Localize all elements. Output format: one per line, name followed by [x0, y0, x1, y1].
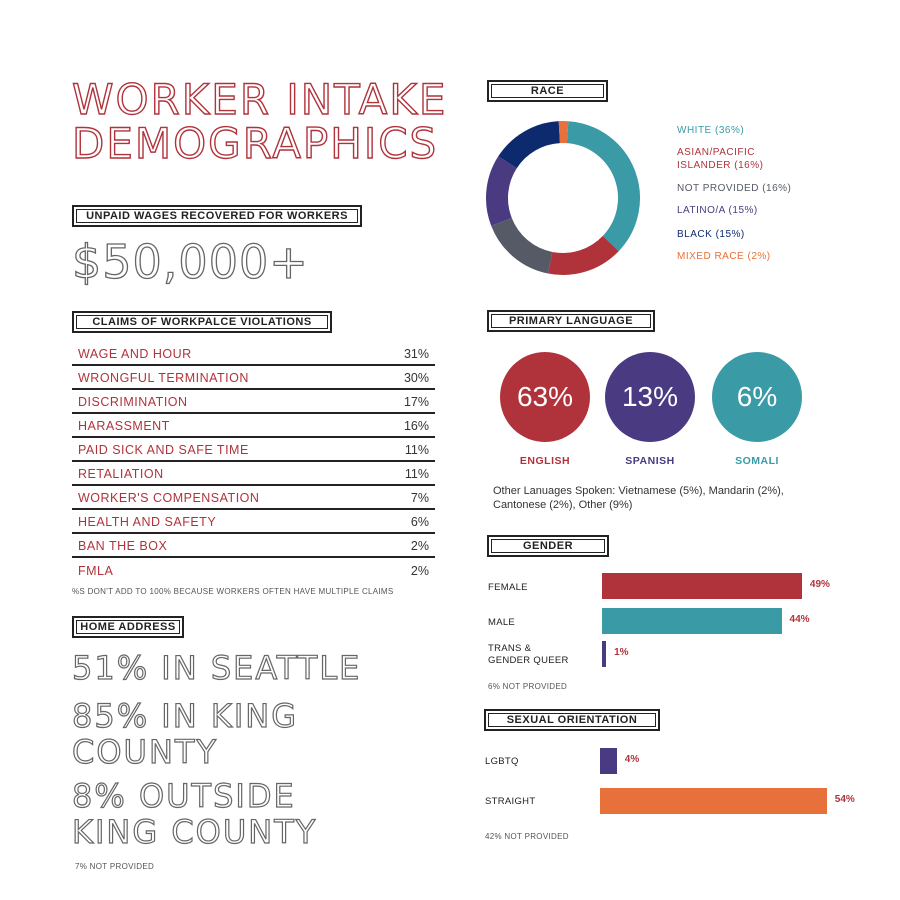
claims-row-name: BAN THE BOX — [78, 539, 168, 553]
other-languages-line-2: Cantonese (2%), Other (9%) — [493, 499, 633, 511]
claims-label: CLAIMS OF WORKPALCE VIOLATIONS — [72, 311, 332, 333]
claims-row-pct: 2% — [410, 564, 429, 578]
claims-row-name: DISCRIMINATION — [78, 395, 188, 409]
claims-row-name: HEALTH AND SAFETY — [78, 515, 217, 529]
claims-row-name: FMLA — [78, 564, 114, 578]
race-legend-text: ASIAN/PACIFIC — [677, 147, 755, 158]
unpaid-wages-label: UNPAID WAGES RECOVERED FOR WORKERS — [72, 205, 362, 227]
race-legend-text-2: ISLANDER (16%) — [677, 160, 764, 171]
home-outside-1: 8% OUTSIDE — [72, 777, 296, 815]
claims-row-pct: 31% — [403, 347, 429, 361]
gender-value-trans-gender-queer: 1% — [614, 647, 629, 658]
claims-row — [72, 488, 435, 510]
race-legend-item — [677, 146, 763, 172]
race-legend-item — [677, 182, 791, 195]
orientation-bar-lgbtq — [600, 748, 617, 774]
claims-row-pct: 11% — [404, 443, 429, 457]
claims-row — [72, 464, 435, 486]
claims-row-pct: 30% — [403, 371, 429, 385]
home-address-label: HOME ADDRESS — [72, 616, 184, 638]
gender-trans-label-2: GENDER QUEER — [488, 655, 569, 666]
claims-row — [72, 536, 435, 558]
gender-bar-male — [602, 608, 782, 634]
claims-row-pct: 6% — [410, 515, 429, 529]
race-label: RACE — [487, 80, 608, 102]
race-legend-text: MIXED RACE (2%) — [677, 251, 771, 262]
claims-row-name: RETALIATION — [78, 467, 164, 481]
home-outside-2: KING COUNTY — [72, 813, 318, 851]
page-title — [72, 75, 448, 168]
race-legend-item — [677, 204, 758, 217]
gender-trans-label — [488, 643, 569, 667]
language-circle-somali: 6% — [712, 352, 802, 442]
claims-row — [72, 368, 435, 390]
language-circle-spanish: 13% — [605, 352, 695, 442]
title-line-2: DEMOGRAPHICS — [72, 119, 439, 168]
language-circle-english: 63% — [500, 352, 590, 442]
gender-value-male: 44% — [789, 614, 810, 625]
orientation-value-straight: 54% — [834, 794, 855, 805]
claims-row — [72, 512, 435, 534]
gender-value-female: 49% — [809, 579, 830, 590]
claims-row-name: PAID SICK AND SAFE TIME — [78, 443, 249, 457]
gender-note: 6% NOT PROVIDED — [488, 682, 568, 691]
gender-trans-label-1: TRANS & — [488, 643, 532, 654]
race-donut-chart — [485, 120, 645, 280]
race-slice-black — [508, 132, 560, 162]
claims-note: %S DON'T ADD TO 100% BECAUSE WORKERS OFTEN HAVE MULTIPLE CLAIMS — [72, 587, 394, 596]
claims-row-pct: 16% — [403, 419, 429, 433]
other-languages — [493, 484, 784, 512]
orientation-value-lgbtq: 4% — [624, 754, 640, 765]
gender-female-label: FEMALE — [488, 582, 528, 593]
claims-row-pct: 2% — [410, 539, 429, 553]
claims-row-name: WRONGFUL TERMINATION — [78, 371, 249, 385]
orientation-straight-label: STRAIGHT — [485, 796, 536, 807]
claims-row-name: WAGE AND HOUR — [78, 347, 192, 361]
claims-table — [72, 344, 435, 584]
language-name-somali: SOMALI — [735, 455, 779, 467]
race-legend-text: NOT PROVIDED (16%) — [677, 183, 792, 194]
gender-male-label: MALE — [488, 617, 516, 628]
language-name-spanish: SPANISH — [625, 455, 675, 467]
sexual-orientation-label: SEXUAL ORIENTATION — [484, 709, 660, 731]
other-languages-line-1: Other Lanuages Spoken: Vietnamese (5%), Mandarin (2%), — [493, 485, 784, 497]
gender-bar-female — [602, 573, 802, 599]
race-slice-asian-pacific-islander — [550, 244, 611, 264]
claims-row — [72, 440, 435, 462]
title-line-1: WORKER INTAKE — [72, 75, 448, 124]
race-slice-white — [568, 132, 629, 243]
unpaid-wages-amount: $50,000+ — [72, 235, 309, 289]
claims-row-pct: 17% — [403, 395, 429, 409]
language-name-english: ENGLISH — [519, 455, 571, 467]
race-legend-text: BLACK (15%) — [677, 229, 745, 240]
race-slice-not-provided — [501, 222, 550, 263]
race-legend-text: WHITE (36%) — [677, 125, 745, 136]
home-king-county-2: COUNTY — [72, 733, 218, 771]
race-legend-item — [677, 250, 771, 263]
claims-row — [72, 416, 435, 438]
orientation-lgbtq-label: LGBTQ — [485, 756, 519, 767]
race-legend-item — [677, 228, 745, 241]
home-note: 7% NOT PROVIDED — [75, 862, 155, 871]
race-legend-text: LATINO/A (15%) — [677, 205, 758, 216]
home-seattle: 51% IN SEATTLE — [72, 649, 362, 687]
claims-row — [72, 392, 435, 414]
race-slice-latino-a — [497, 162, 508, 222]
orientation-bar-straight — [600, 788, 827, 814]
claims-row-name: WORKER'S COMPENSATION — [78, 491, 260, 505]
primary-language-label: PRIMARY LANGUAGE — [487, 310, 655, 332]
claims-row-pct: 7% — [410, 491, 429, 505]
claims-row-name: HARASSMENT — [78, 419, 170, 433]
orientation-note: 42% NOT PROVIDED — [485, 832, 569, 841]
gender-label: GENDER — [487, 535, 609, 557]
gender-bar-trans-gender-queer — [602, 641, 606, 667]
claims-row-pct: 11% — [404, 467, 429, 481]
home-king-county-1: 85% IN KING — [72, 697, 298, 735]
race-legend-item — [677, 124, 744, 137]
claims-row — [72, 560, 435, 582]
claims-row — [72, 344, 435, 366]
